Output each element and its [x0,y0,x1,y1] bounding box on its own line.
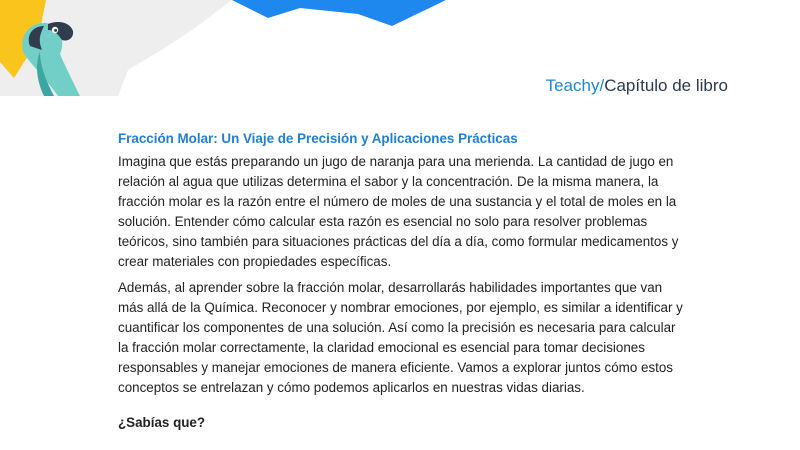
blue-top-shape [232,0,446,26]
brand-name[interactable]: Teachy [545,76,600,95]
document-body [118,129,684,432]
paragraph-intro: Imagina que estás preparando un jugo de naranja para una merienda. La cantidad de jugo en relación al agua que utilizas determina el sabor y la concentración. De la misma manera, la fracción molar es la razón entre el número de moles de una sustancia y el total de moles en la solución. Entender cómo calcular esta razón es esencial no solo para resolver problemas teóricos, sino también para situaciones prácticas del día a día, como formular medicamentos y crear materiales con propiedades específicas. [118,154,679,269]
breadcrumb-separator: / [599,76,605,95]
section-label: Capítulo de libro [604,76,728,95]
breadcrumb [546,75,728,97]
document-title: Fracción Molar: Un Viaje de Precisión y Aplicaciones Prácticas [118,131,518,146]
paragraph-skills: Además, al aprender sobre la fracción molar, desarrollarás habilidades importantes que van más allá de la Química. Reconocer y nombrar emociones, por ejemplo, es similar a identificar y cuantificar los componentes de una solución. Así como la precisión es necesaria para calcular la fracción molar correctamente, la claridad emocional es esencial para tomar decisiones responsables y manejar emociones de manera eficiente. Vamos a explorar juntos cómo estos conceptos se entrelazan y cómo podemos aplicarlos en nuestras vidas diarias. [118,280,683,395]
did-you-know-heading: ¿Sabías que? [118,414,206,430]
